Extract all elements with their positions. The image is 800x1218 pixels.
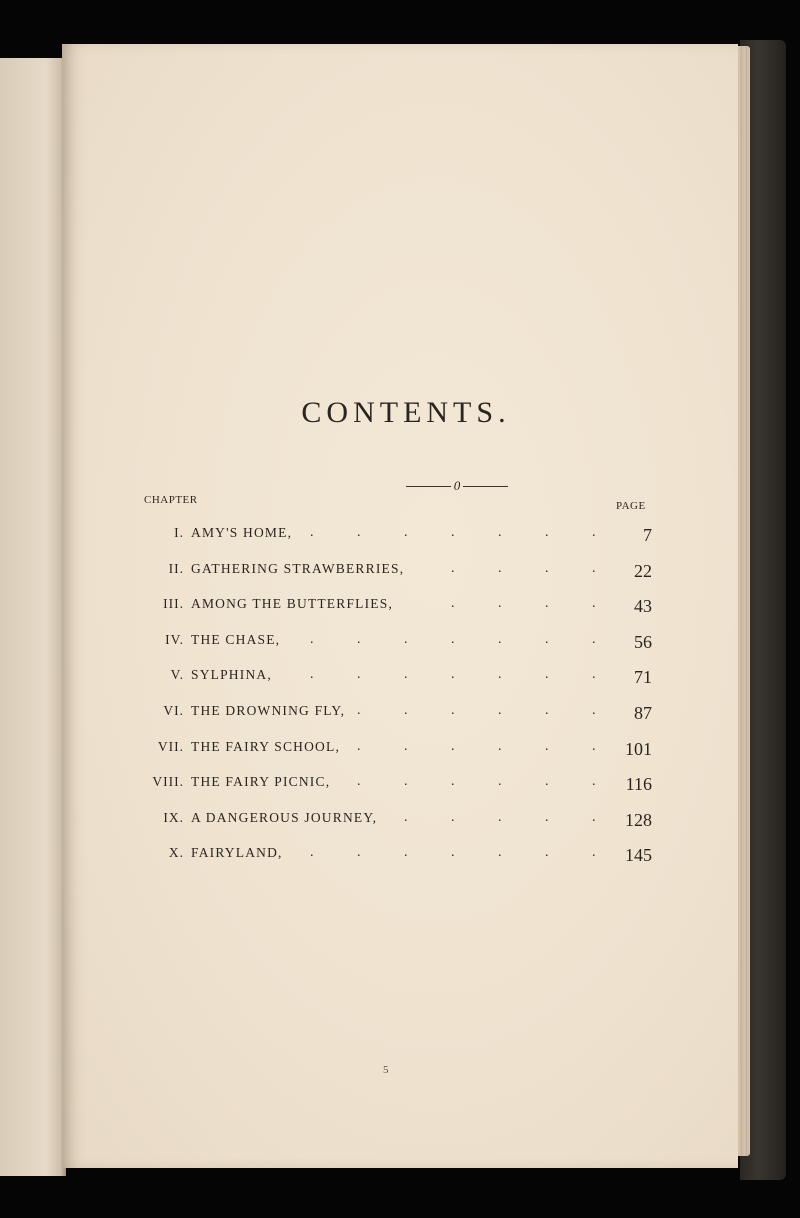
leader-dot: . <box>592 667 596 683</box>
leader-dot: . <box>498 525 502 540</box>
chapter-title: AMY'S HOME, <box>191 525 293 540</box>
leader-dot: . <box>592 703 596 718</box>
chapter-page-number: 71 <box>634 667 652 688</box>
leader-dot: . <box>404 703 408 718</box>
chapter-title: THE FAIRY SCHOOL, <box>191 738 341 754</box>
leader-dot: . <box>498 845 502 861</box>
leader-dot: . <box>451 738 455 754</box>
leader-dot: . <box>498 703 502 718</box>
leader-dot: . <box>404 809 408 825</box>
chapter-numeral: V. <box>170 667 184 683</box>
ornament-mark: 0 <box>453 478 461 493</box>
leader-dot: . <box>404 845 408 861</box>
leader-dot: . <box>592 560 596 576</box>
leader-dot: . <box>545 631 549 647</box>
chapter-numeral: I. <box>174 525 184 540</box>
leader-dot: . <box>545 703 549 718</box>
leader-dot: . <box>451 560 455 576</box>
toc-entry <box>0 695 800 725</box>
leader-dot: . <box>592 774 596 790</box>
leader-dot: . <box>451 631 455 647</box>
leader-dot: . <box>451 703 455 718</box>
leader-dot: . <box>498 667 502 683</box>
leader-dot: . <box>498 809 502 825</box>
chapter-numeral: VI. <box>163 703 184 718</box>
leader-dot: . <box>310 845 314 861</box>
chapter-page-number: 87 <box>634 703 652 723</box>
leader-dot: . <box>545 738 549 754</box>
leader-dot: . <box>404 667 408 683</box>
leader-dot: . <box>592 631 596 647</box>
leader-dot: . <box>498 560 502 576</box>
leader-dot: . <box>357 738 361 754</box>
chapter-numeral: VII. <box>157 738 184 754</box>
leader-dot: . <box>545 667 549 683</box>
leader-dot: . <box>592 596 596 612</box>
leader-dot: . <box>545 774 549 790</box>
chapter-page-number: 7 <box>643 525 652 545</box>
chapter-title: THE FAIRY PICNIC, <box>191 774 331 790</box>
toc-entry <box>0 517 800 547</box>
leader-dot: . <box>498 596 502 612</box>
toc-entry <box>0 659 800 689</box>
chapter-page-number: 145 <box>625 845 652 866</box>
chapter-numeral: IV. <box>165 631 184 647</box>
chapter-page-number: 116 <box>625 774 652 795</box>
leader-dot: . <box>498 738 502 754</box>
leader-dot: . <box>357 667 361 683</box>
leader-dot: . <box>357 774 361 790</box>
chapter-page-number: 101 <box>625 738 652 759</box>
page-folio: 5 <box>383 1064 389 1076</box>
leader-dot: . <box>404 738 408 754</box>
chapter-numeral: II. <box>168 560 184 576</box>
column-header-chapter: CHAPTER <box>144 494 198 506</box>
leader-dot: . <box>310 667 314 683</box>
leader-dot: . <box>404 774 408 790</box>
leader-dot: . <box>592 809 596 825</box>
chapter-title: FAIRYLAND, <box>191 845 283 861</box>
toc-entry <box>0 802 800 832</box>
leader-dot: . <box>592 845 596 861</box>
leader-dot: . <box>451 809 455 825</box>
leader-dot: . <box>404 525 408 540</box>
chapter-numeral: X. <box>168 845 184 861</box>
leader-dot: . <box>545 525 549 540</box>
leader-dot: . <box>545 596 549 612</box>
leader-dot: . <box>310 525 314 540</box>
leader-dot: . <box>592 525 596 540</box>
column-header-page: PAGE <box>616 500 646 512</box>
chapter-title: A DANGEROUS JOURNEY, <box>191 809 378 825</box>
leader-dot: . <box>357 703 361 718</box>
chapter-numeral: IX. <box>163 809 184 825</box>
toc-entry <box>0 731 800 761</box>
chapter-page-number: 22 <box>634 560 652 581</box>
chapter-title: AMONG THE BUTTERFLIES, <box>191 596 394 612</box>
leader-dot: . <box>545 560 549 576</box>
page-title: CONTENTS. <box>301 396 511 429</box>
chapter-numeral: VIII. <box>152 774 184 790</box>
toc-entry <box>0 588 800 618</box>
leader-dot: . <box>498 631 502 647</box>
leader-dot: . <box>451 774 455 790</box>
leader-dot: . <box>451 596 455 612</box>
toc-entry <box>0 624 800 654</box>
leader-dot: . <box>357 845 361 861</box>
leader-dot: . <box>451 667 455 683</box>
chapter-page-number: 56 <box>634 631 652 652</box>
chapter-title: SYLPHINA, <box>191 667 272 683</box>
chapter-title: THE DROWNING FLY, <box>191 703 346 718</box>
leader-dot: . <box>357 631 361 647</box>
toc-entry <box>0 553 800 583</box>
leader-dot: . <box>451 525 455 540</box>
leader-dot: . <box>451 845 455 861</box>
toc-entry <box>0 837 800 867</box>
chapter-title: GATHERING STRAWBERRIES, <box>191 560 405 576</box>
leader-dot: . <box>310 631 314 647</box>
leader-dot: . <box>498 774 502 790</box>
toc-entry <box>0 766 800 796</box>
leader-dot: . <box>357 525 361 540</box>
leader-dot: . <box>545 845 549 861</box>
chapter-numeral: III. <box>163 596 184 612</box>
chapter-page-number: 128 <box>625 809 652 830</box>
leader-dot: . <box>592 738 596 754</box>
leader-dot: . <box>404 631 408 647</box>
chapter-page-number: 43 <box>634 596 652 617</box>
leader-dot: . <box>545 809 549 825</box>
chapter-title: THE CHASE, <box>191 631 281 647</box>
